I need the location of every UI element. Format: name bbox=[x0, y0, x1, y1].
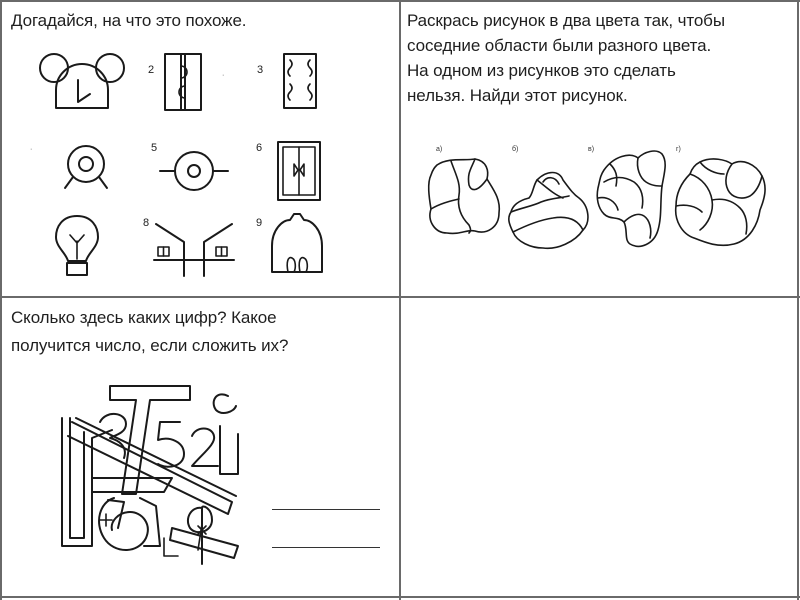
figure-label-g: г) bbox=[676, 146, 681, 153]
task2-title-line-3: На одном из рисунков это сделать bbox=[407, 61, 676, 80]
figure-5-circle-icon bbox=[158, 148, 230, 194]
task3-title-line-1: Сколько здесь каких цифр? Какое bbox=[11, 308, 277, 327]
figure-number-5: 5 bbox=[151, 142, 158, 154]
figure-7-bulb-icon bbox=[52, 213, 102, 279]
figure-label-v: в) bbox=[588, 146, 595, 153]
task1-title: Догадайся, на что это похоже. bbox=[11, 11, 247, 30]
outer-border-left bbox=[0, 0, 2, 600]
figure-label-b: б) bbox=[512, 146, 519, 153]
task2-title-line-1: Раскрась рисунок в два цвета так, чтобы bbox=[407, 11, 725, 30]
small-mark: · bbox=[30, 146, 33, 153]
figure-3-window-icon bbox=[282, 52, 318, 110]
figure-number-3: 3 bbox=[257, 64, 264, 76]
figure-2-door-icon bbox=[163, 52, 203, 112]
blob-figure-a bbox=[425, 155, 505, 240]
overlapping-digits-puzzle bbox=[52, 378, 252, 578]
answer-line-2[interactable] bbox=[272, 547, 380, 548]
figure-number-6: 6 bbox=[256, 142, 263, 154]
task2-title-line-2: соседние области были разного цвета. bbox=[407, 36, 712, 55]
figure-6-cabinet-icon bbox=[276, 140, 322, 202]
blob-figure-b bbox=[503, 168, 593, 254]
figure-1-mouse-icon bbox=[38, 50, 128, 115]
dot-mark: · bbox=[222, 72, 225, 79]
figure-label-a: а) bbox=[436, 146, 443, 153]
figure-number-2: 2 bbox=[148, 64, 155, 76]
vertical-divider bbox=[399, 0, 401, 600]
figure-9-hat-icon bbox=[268, 212, 326, 276]
answer-line-1[interactable] bbox=[272, 509, 380, 510]
figure-number-9: 9 bbox=[256, 217, 263, 229]
figure-4-stand-icon bbox=[60, 142, 112, 194]
horizontal-divider bbox=[0, 296, 800, 298]
blob-figure-v bbox=[590, 146, 672, 256]
outer-border-right bbox=[797, 0, 799, 600]
task3-title-line-2: получится число, если сложить их? bbox=[11, 336, 289, 355]
blob-figure-g bbox=[670, 154, 770, 250]
task2-title-line-4: нельзя. Найди этот рисунок. bbox=[407, 86, 628, 105]
figure-8-houses-icon bbox=[148, 220, 240, 278]
figure-number-8: 8 bbox=[143, 217, 150, 229]
